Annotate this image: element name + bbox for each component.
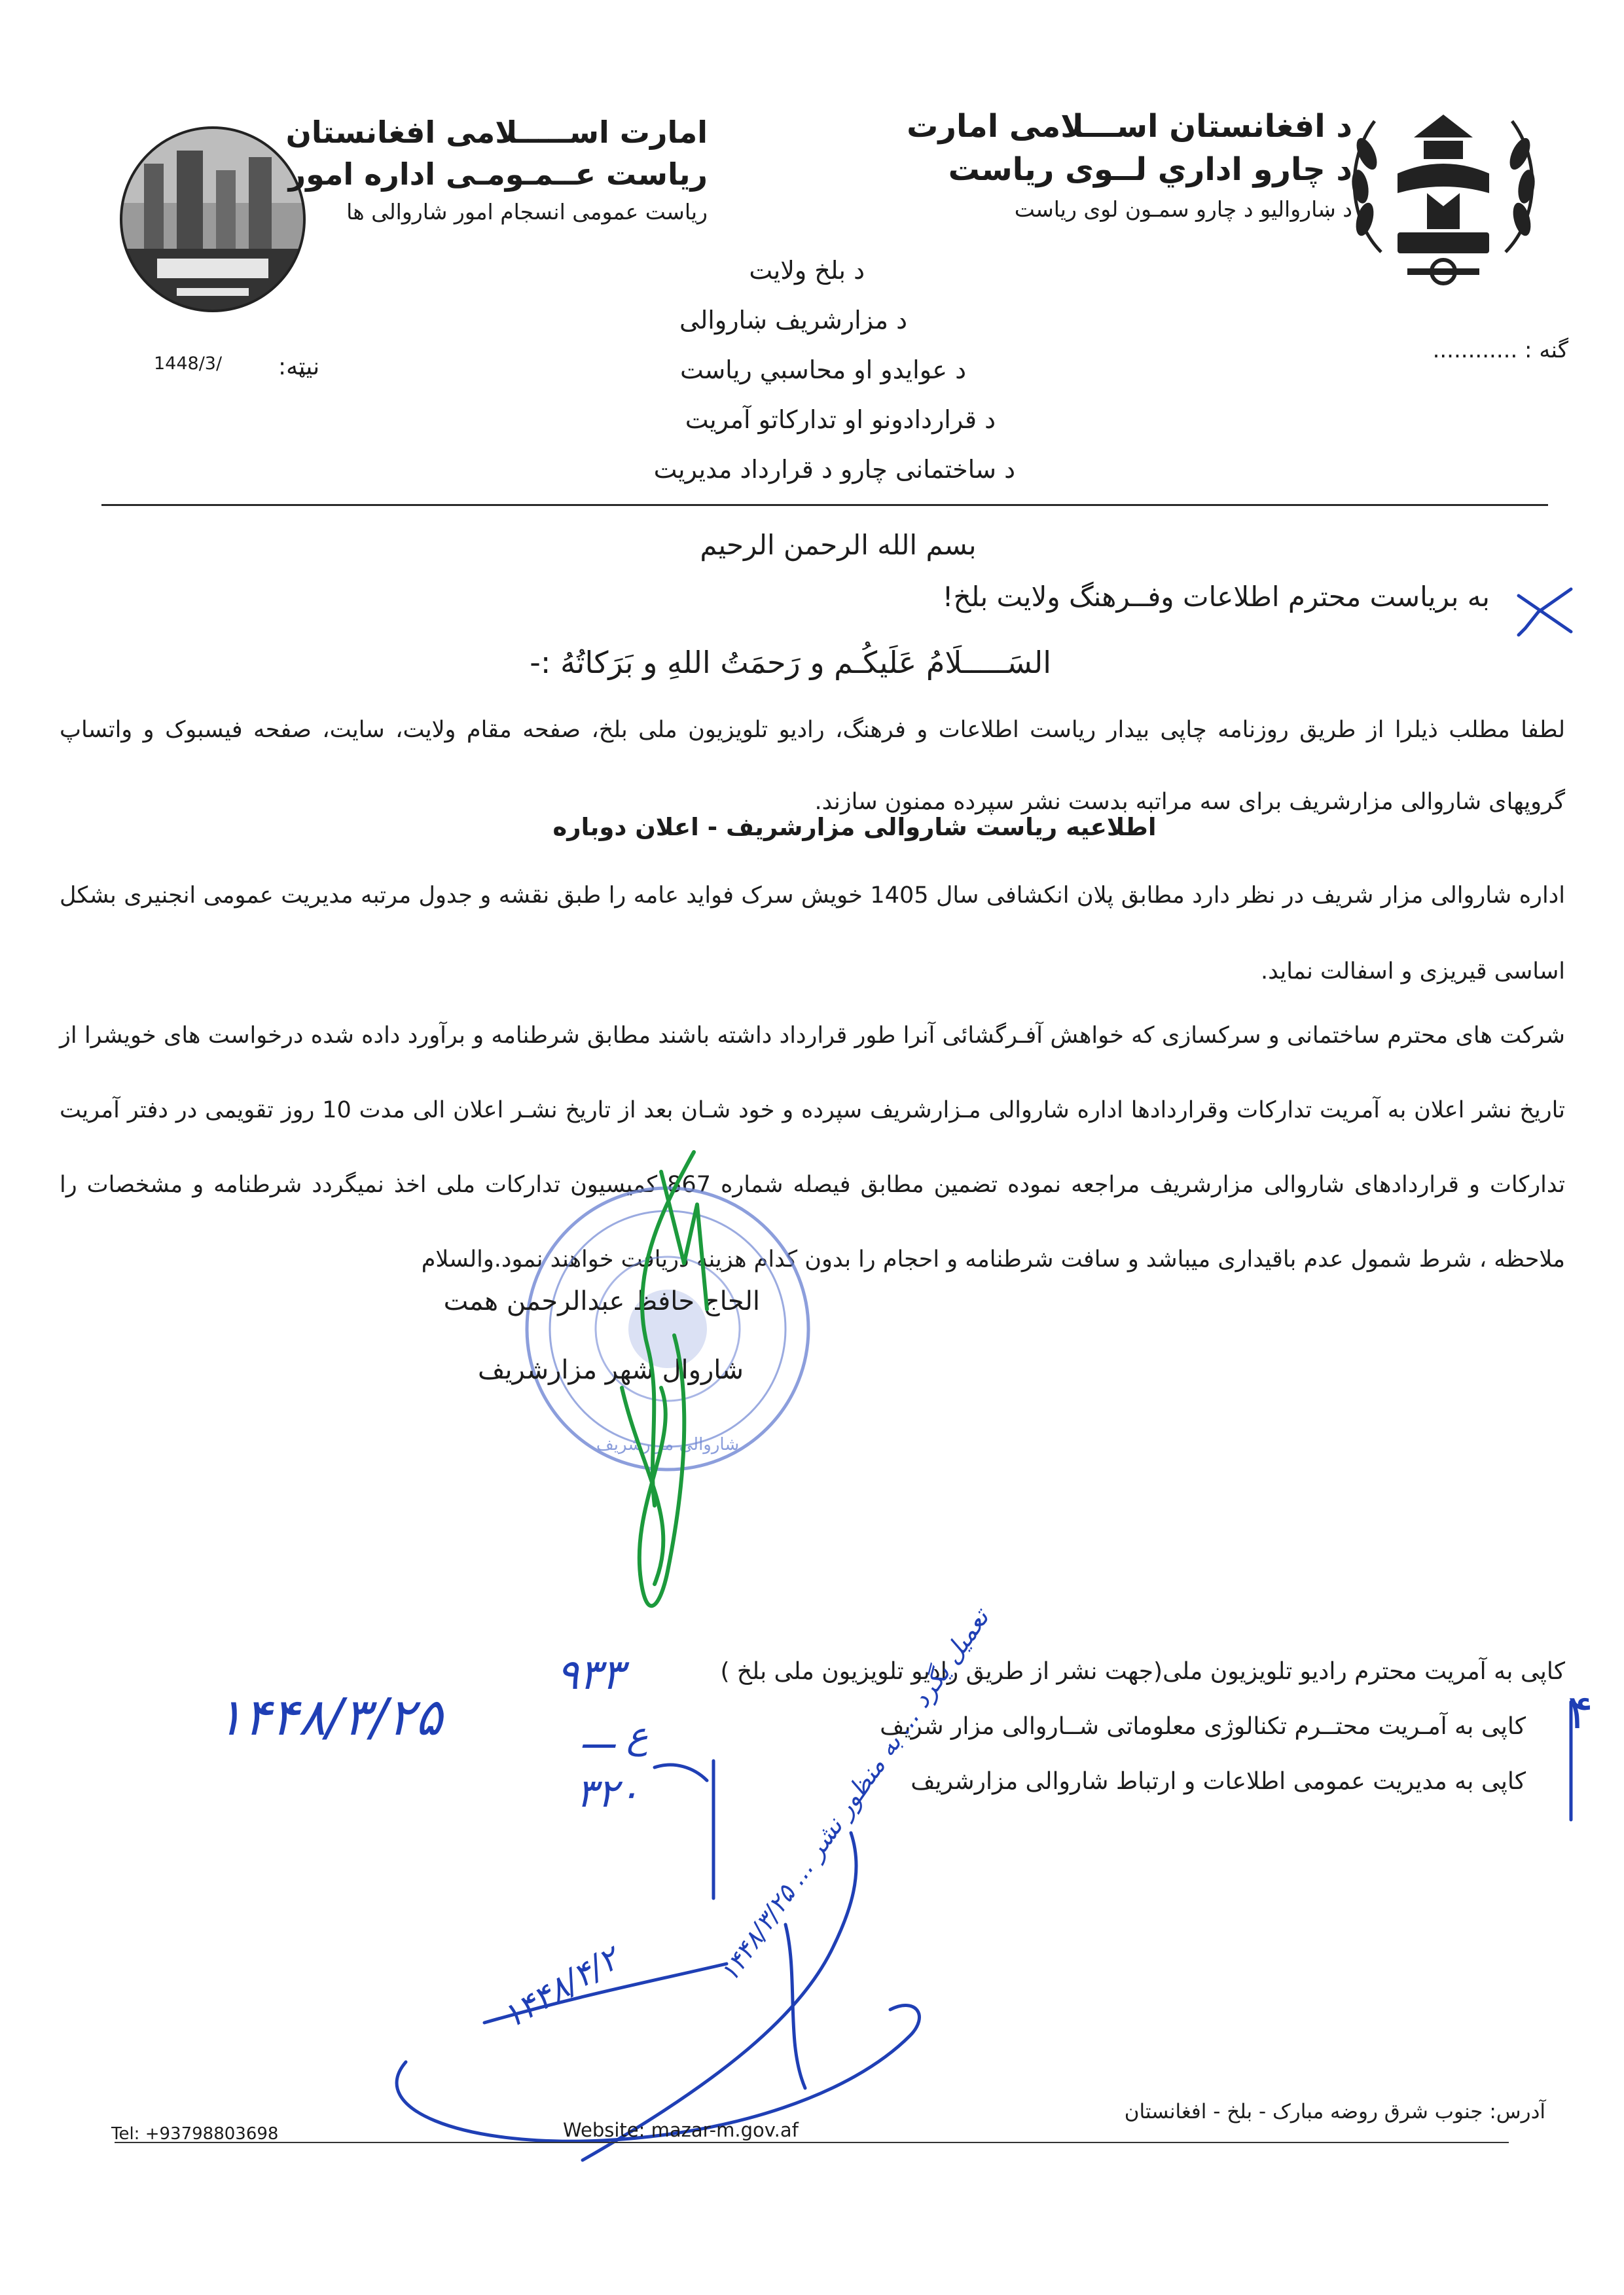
handwritten-mark: ۴: [1568, 1684, 1593, 1739]
recipient-line: به بریاست محترم اطلاعات وفــرهنگ ولایت بلخ!: [942, 581, 1490, 613]
signatory-name: الحاج حافظ عبدالرحمن همت: [443, 1286, 760, 1316]
number-label: گنه : ............: [1432, 337, 1568, 363]
signatory-title: شاروال شهر مزارشریف: [477, 1355, 744, 1385]
addressee-line: د عوایدو او محاسبي ریاست: [680, 355, 966, 384]
paragraph-request: لطفا مطلب ذیلرا از طریق روزنامه چاپی بیدار ریاست اطلاعات و فرهنگ، رادیو تلویزیون ملی بلخ، صفحه مقام ولایت، سایت، صفحه فیسبوک و واتساپ گروپهای شاروالی مزارشریف برای سه مراتبه بدست نشر سپرده ممنون سازند.: [60, 717, 1565, 815]
footer-divider: [115, 2142, 1509, 2143]
header-right-block: [816, 105, 1352, 228]
copy-line: کاپی به آمـریت محتــرم تکنالوژی معلوماتی شــاروالی مزار شریف: [880, 1713, 1526, 1740]
handwritten-notes: تعمیل یگرد ... به منظور نشر ... ۱۴۴۸/۳/۲۵: [714, 1604, 995, 1987]
footer-address: آدرس: جنوب شرق روضه مبارک - بلخ - افغانستان: [1124, 2100, 1545, 2123]
addressee-line: د ساختمانی چارو د قرارداد مدیریت: [653, 455, 1015, 484]
basmala: بسم الله الرحمن الرحیم: [700, 529, 977, 561]
header-divider: [101, 504, 1548, 506]
salutation: السَـــــلَامُ عَلَیکُـم و رَحمَتُ اللهِ و بَرَکاتُهُ :-: [530, 645, 1051, 680]
emirate-emblem-icon: [1335, 75, 1551, 291]
handwritten-ref-label: ع ـــ: [583, 1714, 649, 1757]
copy-line: کاپی به مدیریت عمومی اطلاعات و ارتباط شاروالی مزارشریف: [911, 1768, 1526, 1795]
copies-list: [720, 1644, 1565, 1809]
header-right-line2: د چارو اداري لــوی ریاست: [948, 151, 1352, 188]
copy-line: کاپی به آمریت محترم رادیو تلویزیون ملی(جهت نشر از طریق رادیو تلویزیون ملی بلخ ): [720, 1658, 1565, 1685]
municipality-round-seal-icon: [517, 1178, 818, 1479]
footer-website: Website: mazar-m.gov.af: [563, 2119, 799, 2141]
header-left-block: [236, 111, 708, 229]
addressee-line: د قراردادونو او تدارکاتو آمریت: [685, 405, 996, 434]
paragraph-plan: اداره شاروالی مزار شریف در نظر دارد مطابق پلان انکشافی سال 1405 خویش سرک فواید عامه را طبق نقشه و جدول مرتبه مدیریت عمومی انجنیری بشکل اساسی قیریزی و اسفالت نماید.: [60, 882, 1565, 985]
addressee-block: [544, 245, 1015, 494]
date-label: نیټه:: [278, 353, 320, 380]
header-left-line1: امارت اســـــلامی افغانستان: [285, 115, 708, 150]
handwritten-date2: ۱۴۴۸/۴/۲: [496, 1939, 625, 2036]
announcement-subject: اطلاعیه ریاست شاروالی مزارشریف - اعلان دوباره: [552, 813, 1157, 841]
date-value: 1448/3/: [154, 353, 223, 374]
seal-text: شاروالی مزارشریف: [596, 1435, 740, 1455]
header-right-line3: د ښاروالیو د چارو سمـون لوی ریاست: [1014, 196, 1352, 222]
paragraph-instructions: شرکت های محترم ساختمانی و سرکسازی که خواهش آفـرگشائی آنرا طور قرارداد داشته باشند مطابق شرطنامه و برآورد داده شده درخواست های خویشرا از تاریخ نشر اعلان به آمریت تدارکات وقراردادها اداره شاروالی مـزارشریف سپرده و خود شـان بعد از تاریخ نشـر اعلان الی مدت 10 روز تقویمی در دفتر آمریت تدارکات و قراردادهای شاروالی مزارشریف مراجعه نموده تضمین مطابق فیصله شماره 867 کمیسیون تدارکات ملی اخذ نمیگردد شرطنامه و مشخصات را ملاحظه ، شرط شمول عدم باقیداری میباشد و سافت شرطنامه و احجام را بدون کدام هزینه دریافت خواهند نمود.والسلام: [60, 1022, 1565, 1273]
header-right-line1: د افغانستان اســـلامی امارت: [907, 108, 1352, 145]
addressee-line: د بلخ ولایت: [749, 256, 865, 285]
handwritten-date: ۱۴۴۸/۳/۲۵: [216, 1688, 442, 1747]
header-left-line3: ریاست عمومی انسجام امور شاروالی ها: [346, 199, 708, 225]
handwritten-ref-sub: ۳۲۰: [576, 1771, 640, 1816]
handwritten-ref-number: ۹۳۳: [556, 1651, 624, 1699]
footer-tel: Tel: +93798803698: [111, 2124, 279, 2144]
header-left-line2: ریاست عــمـومـی اداره امور: [288, 156, 708, 192]
addressee-line: د مزارشریف ښاروالی: [679, 306, 907, 334]
